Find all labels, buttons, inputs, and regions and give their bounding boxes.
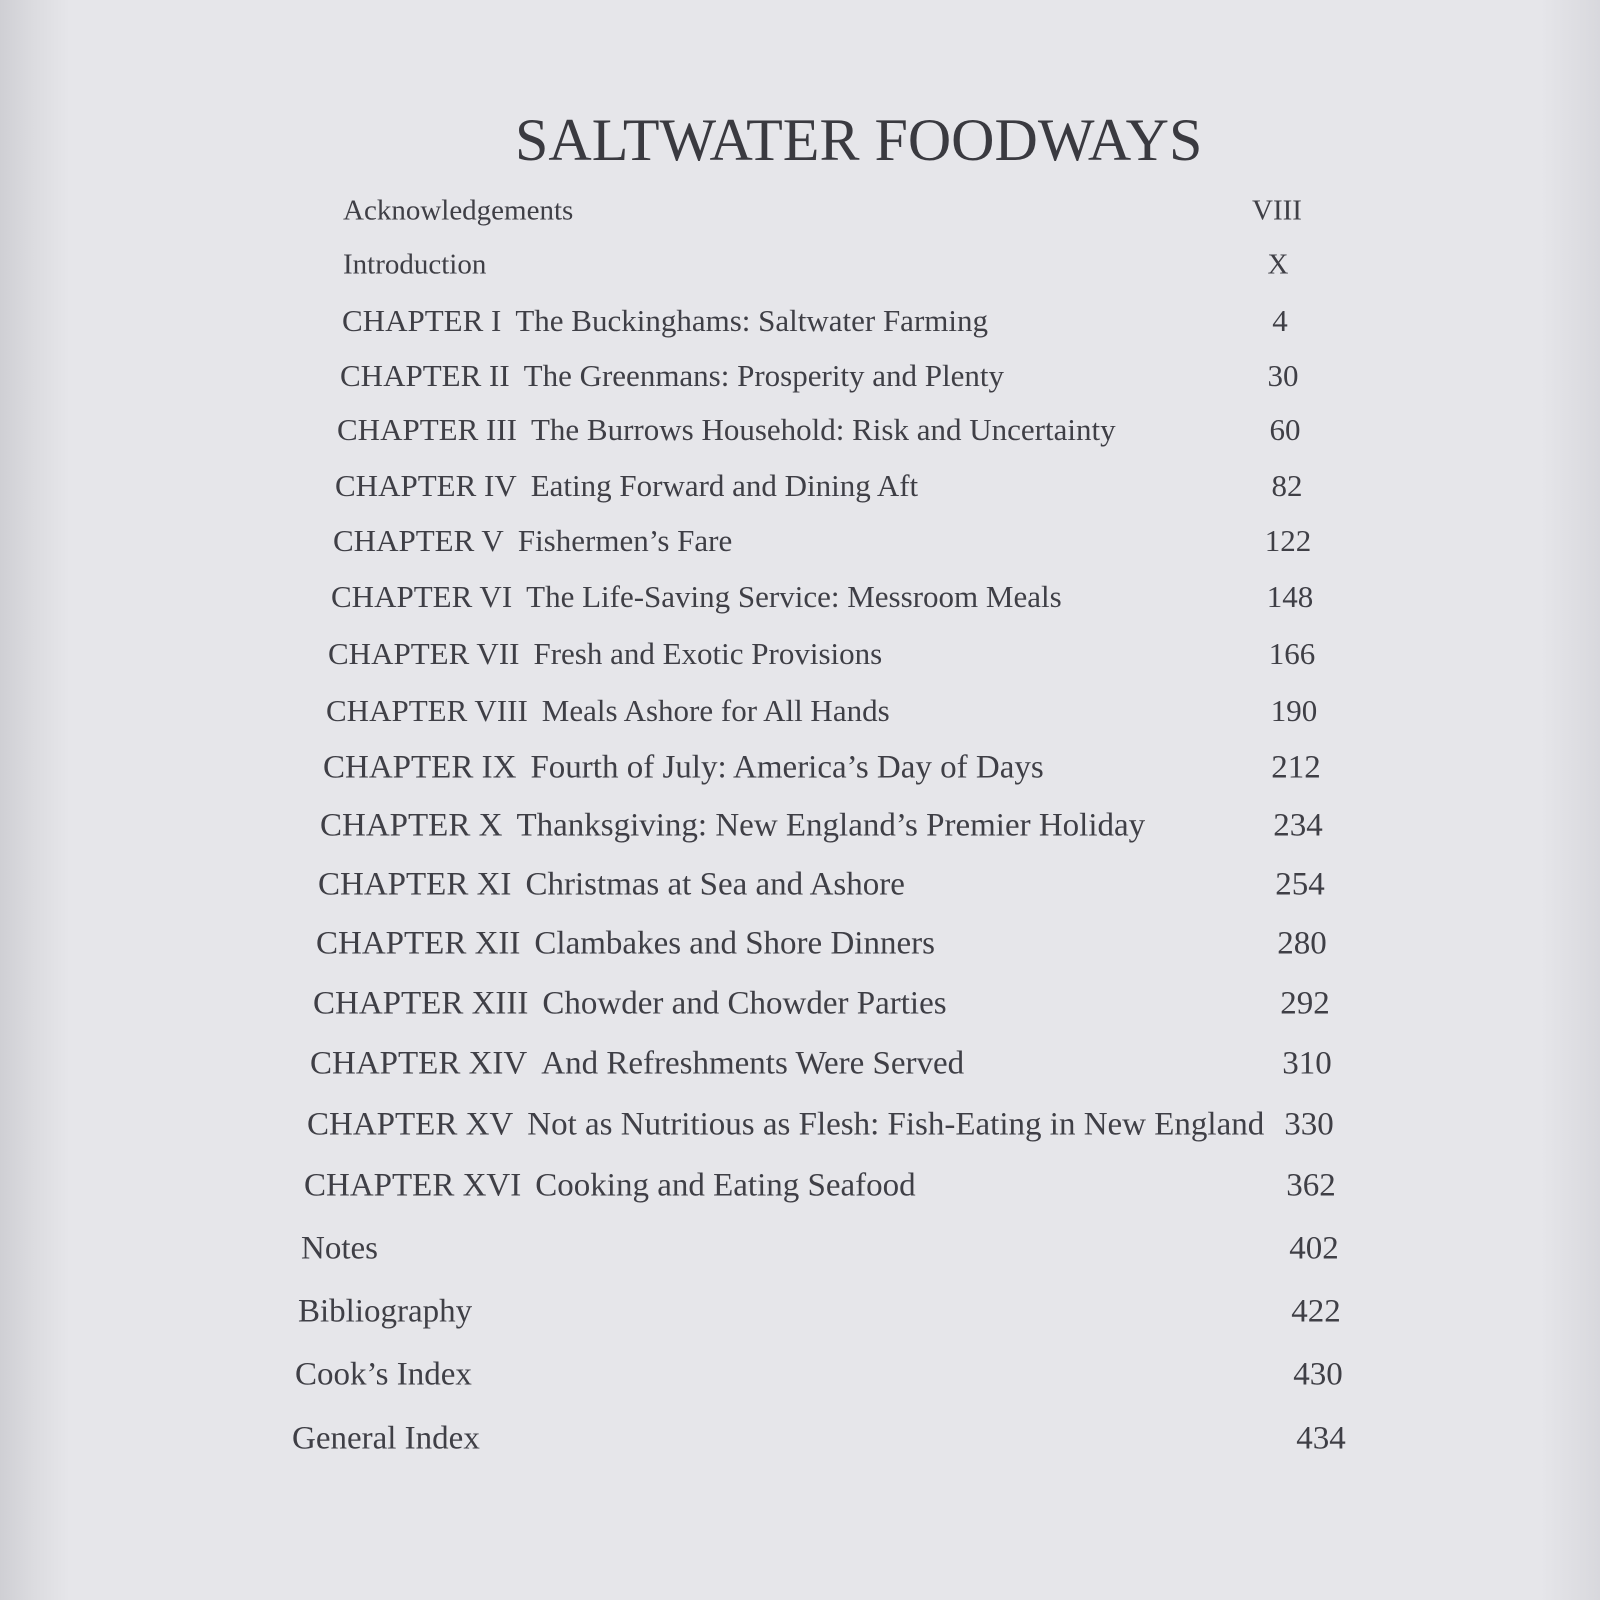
chapter-number: CHAPTER III bbox=[337, 412, 517, 447]
toc-entry-label bbox=[343, 195, 573, 228]
chapter-number: CHAPTER XII bbox=[316, 925, 521, 962]
toc-entry-label bbox=[335, 468, 918, 504]
toc-entry-label bbox=[337, 412, 1116, 448]
chapter-title: Acknowledgements bbox=[343, 194, 574, 227]
chapter-number: CHAPTER XVI bbox=[304, 1167, 522, 1204]
chapter-title: Meals Ashore for All Hands bbox=[541, 693, 890, 728]
page-number: 82 bbox=[1271, 468, 1303, 503]
chapter-number: CHAPTER X bbox=[320, 807, 503, 844]
toc-entry-label bbox=[301, 1231, 378, 1268]
toc-entry-label bbox=[298, 1294, 472, 1331]
chapter-number: CHAPTER I bbox=[342, 303, 502, 338]
chapter-title: Cook’s Index bbox=[295, 1356, 472, 1393]
chapter-number: CHAPTER IX bbox=[323, 749, 517, 786]
chapter-number: CHAPTER VI bbox=[331, 579, 513, 614]
chapter-title: Not as Nutritious as Flesh: Fish-Eating in New England bbox=[527, 1106, 1265, 1143]
toc-entry-label bbox=[333, 523, 732, 559]
chapter-title: General Index bbox=[292, 1420, 480, 1457]
page-number: 212 bbox=[1271, 749, 1321, 786]
page-number: 166 bbox=[1268, 636, 1316, 671]
toc-entry-label bbox=[342, 303, 988, 339]
toc-entry-label bbox=[326, 693, 890, 729]
chapter-title: Fourth of July: America’s Day of Days bbox=[530, 749, 1044, 786]
page-number: 190 bbox=[1270, 693, 1318, 728]
chapter-title: Fishermen’s Fare bbox=[517, 523, 733, 558]
page-number: 434 bbox=[1296, 1420, 1346, 1457]
page-number: 234 bbox=[1273, 807, 1323, 844]
chapter-number: CHAPTER II bbox=[340, 358, 510, 393]
chapter-title: The Life-Saving Service: Messroom Meals bbox=[526, 579, 1062, 614]
page-number: 122 bbox=[1264, 523, 1312, 558]
page-number: 422 bbox=[1291, 1293, 1341, 1330]
chapter-title: Bibliography bbox=[298, 1293, 473, 1330]
toc-entry-label bbox=[295, 1357, 472, 1394]
toc-entry-label bbox=[316, 926, 935, 963]
toc-entry-label bbox=[310, 1046, 964, 1083]
toc-entry-label bbox=[320, 808, 1145, 845]
chapter-title: The Buckinghams: Saltwater Farming bbox=[515, 303, 988, 338]
chapter-number: CHAPTER XIV bbox=[310, 1045, 528, 1082]
chapter-number: CHAPTER XI bbox=[318, 866, 512, 903]
chapter-title: Notes bbox=[301, 1230, 378, 1267]
toc-entry-label bbox=[331, 579, 1062, 615]
chapter-number: CHAPTER IV bbox=[335, 468, 517, 503]
chapter-number: CHAPTER VIII bbox=[326, 693, 528, 728]
chapter-title: Clambakes and Shore Dinners bbox=[534, 925, 935, 962]
page-number: 30 bbox=[1267, 358, 1299, 393]
book-title: SALTWATER FOODWAYS bbox=[515, 107, 1203, 174]
toc-entry-label bbox=[323, 750, 1044, 787]
chapter-title: The Burrows Household: Risk and Uncertainty bbox=[530, 412, 1116, 447]
chapter-title: The Greenmans: Prosperity and Plenty bbox=[523, 358, 1005, 393]
chapter-number: CHAPTER VII bbox=[328, 636, 520, 671]
page-number: 148 bbox=[1266, 579, 1314, 614]
chapter-title: Chowder and Chowder Parties bbox=[542, 985, 947, 1022]
page-number: 310 bbox=[1282, 1045, 1332, 1082]
chapter-title: Introduction bbox=[343, 248, 487, 281]
page-number: 60 bbox=[1269, 412, 1301, 447]
page-number: 430 bbox=[1293, 1356, 1343, 1393]
chapter-title: Thanksgiving: New England’s Premier Holiday bbox=[516, 807, 1146, 844]
chapter-title: And Refreshments Were Served bbox=[541, 1045, 965, 1082]
chapter-title: Eating Forward and Dining Aft bbox=[530, 468, 919, 503]
toc-entry-label bbox=[304, 1168, 916, 1205]
toc-entry-label bbox=[343, 249, 486, 282]
page-number: 292 bbox=[1280, 985, 1330, 1022]
chapter-title: Fresh and Exotic Provisions bbox=[533, 636, 883, 671]
page-number: 402 bbox=[1289, 1230, 1339, 1267]
page-number: 280 bbox=[1277, 925, 1327, 962]
page-number: 362 bbox=[1286, 1167, 1336, 1204]
toc-entry-label bbox=[292, 1421, 480, 1458]
toc-entry-label bbox=[318, 867, 905, 904]
toc-entry-label bbox=[307, 1107, 1264, 1144]
chapter-number: CHAPTER XIII bbox=[313, 985, 529, 1022]
page-number: X bbox=[1267, 248, 1289, 281]
page-number: 4 bbox=[1272, 303, 1288, 338]
toc-entry-label bbox=[313, 986, 947, 1023]
toc-entry-label bbox=[340, 358, 1004, 394]
chapter-title: Christmas at Sea and Ashore bbox=[525, 866, 905, 903]
chapter-number: CHAPTER V bbox=[333, 523, 504, 558]
chapter-title: Cooking and Eating Seafood bbox=[535, 1167, 916, 1204]
toc-entry-label bbox=[328, 636, 882, 672]
chapter-number: CHAPTER XV bbox=[307, 1106, 514, 1143]
page-number: 254 bbox=[1275, 866, 1325, 903]
page-number: VIII bbox=[1252, 194, 1302, 227]
page-number: 330 bbox=[1284, 1106, 1334, 1143]
